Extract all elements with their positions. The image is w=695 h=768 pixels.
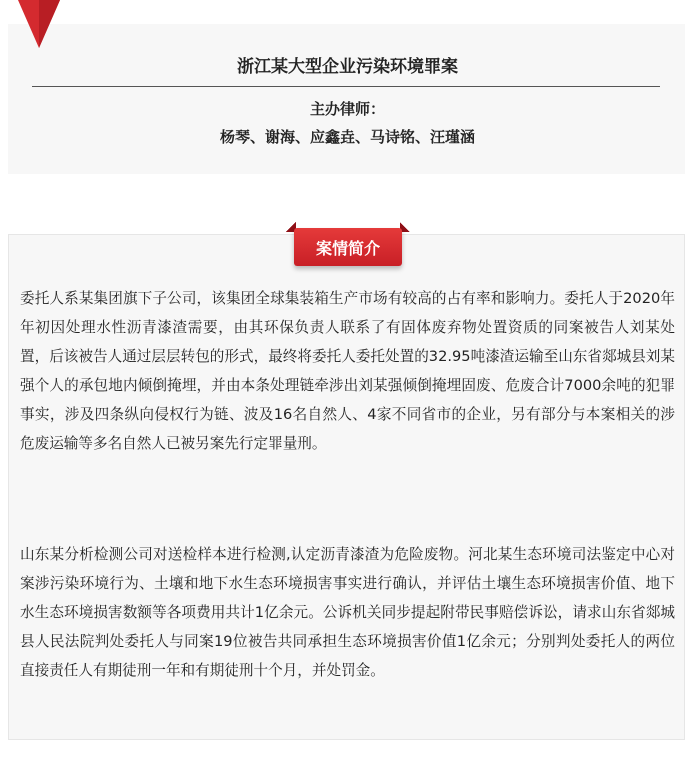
case-paragraph: 委托人系某集团旗下子公司，该集团全球集装箱生产市场有较高的占有率和影响力。委托人于2020年年初因处理水性沥青漆渣需要，由其环保负责人联系了有固体废弃物处置资质的同案被告人刘某处置，后该被告人通过层层转包的形式，最终将委托人委托处置的32.95吨漆渣运输至山东省郯城县刘某强个人的承包地内倾倒掩埋，并由本条处理链牵涉出刘某强倾倒掩埋固废、危废合计7000余吨的犯罪事实，涉及四条纵向侵权行为链、波及16名自然人、4家不同省市的企业，另有部分与本案相关的涉危废运输等多名自然人已被另案先行定罪量刑。	[20, 290, 675, 452]
case-paragraph: 山东某分析检测公司对送检样本进行检测,认定沥青漆渣为危险废物。河北某生态环境司法鉴定中心对案涉污染环境行为、土壤和地下水生态环境损害事实进行确认，并评估土壤生态环境损害价值、地下水生态环境损害数额等各项费用共计1亿余元。公诉机关同步提起附带民事赔偿诉讼，请求山东省郯城县人民法院判处委托人与同案19位被告共同承担生态环境损害价值1亿余元；分别判处委托人的两位直接责任人有期徒刑一年和有期徒刑十个月，并处罚金。	[20, 546, 675, 679]
case-title: 浙江某大型企业污染环境罪案	[237, 57, 458, 77]
lawyer-names: 杨琴、谢海、应鑫垚、马诗铭、汪瑾涵	[219, 128, 475, 146]
section-tab	[286, 222, 410, 268]
ribbon-marker-icon	[16, 0, 62, 50]
section-badge: 案情简介	[294, 228, 402, 266]
lawyer-label: 主办律师：	[309, 100, 385, 118]
title-divider	[32, 86, 660, 87]
